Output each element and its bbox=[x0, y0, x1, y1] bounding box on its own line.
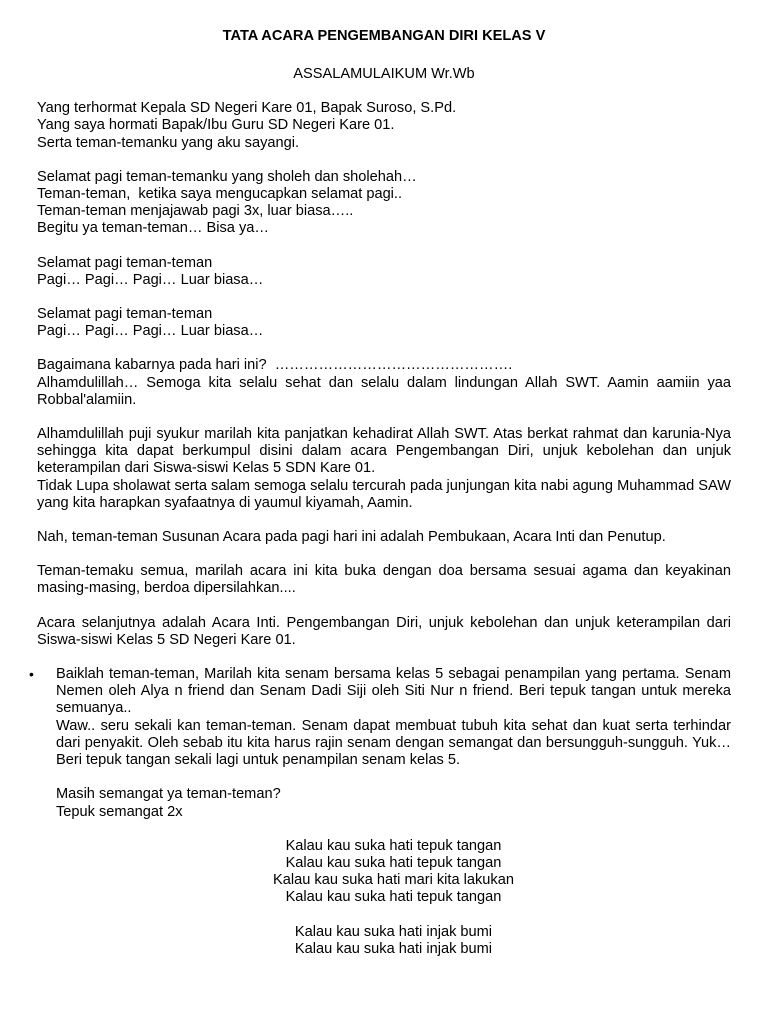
bullet-paragraph: Waw.. seru sekali kan teman-teman. Senam dapat membuat tubuh kita sehat dan kuat serta terhindar dari penyakit. Oleh sebab itu kita harus rajin senam dengan semangat dan bersungguh-sungguh. Yuk…Beri tepuk tangan sekali lagi untuk penampilan senam kelas 5. bbox=[56, 717, 731, 769]
kabar-line: Bagaimana kabarnya pada hari ini? …………………………………………. bbox=[37, 357, 513, 374]
call-line: Pagi… Pagi… Pagi… Luar biasa… bbox=[37, 271, 264, 288]
syukur-paragraph: Alhamdulillah puji syukur marilah kita panjatkan kehadirat Allah SWT. Atas berkat rahmat dan karunia-Nya sehingga kita dapat berkumpul disini dalam acara Pengembangan Diri, unjuk kebolehan dan unjuk keterampilan dari Siswa-siswi Kelas 5 SDN Kare 01. bbox=[37, 426, 731, 477]
morning-block bbox=[37, 169, 731, 238]
document-title: TATA ACARA PENGEMBANGAN DIRI KELAS V bbox=[222, 28, 546, 44]
song-verse-1 bbox=[37, 838, 731, 907]
song-verse-2 bbox=[37, 924, 731, 958]
song-line: Kalau kau suka hati injak bumi bbox=[294, 923, 493, 940]
doa-block bbox=[37, 563, 731, 597]
morning-line: Teman-teman, ketika saya mengucapkan selamat pagi.. bbox=[37, 186, 403, 203]
morning-line: Selamat pagi teman-temanku yang sholeh dan sholehah… bbox=[37, 168, 417, 185]
kabar-block bbox=[37, 357, 731, 409]
song-line: Kalau kau suka hati tepuk tangan bbox=[285, 854, 502, 871]
call-line: Selamat pagi teman-teman bbox=[37, 306, 213, 323]
call-block-2 bbox=[37, 306, 731, 340]
morning-line: Begitu ya teman-teman… Bisa ya… bbox=[37, 220, 269, 237]
document-content bbox=[29, 28, 731, 958]
song-line: Kalau kau suka hati injak bumi bbox=[294, 940, 493, 957]
inti-paragraph: Acara selanjutnya adalah Acara Inti. Pengembangan Diri, unjuk kebolehan dan unjuk keterampilan dari Siswa-siswi Kelas 5 SD Negeri Kare 01. bbox=[37, 614, 731, 648]
syukur-block bbox=[37, 426, 731, 512]
greeting-line: Serta teman-temanku yang aku sayangi. bbox=[37, 134, 300, 151]
song-line: Kalau kau suka hati tepuk tangan bbox=[285, 889, 502, 906]
song-line: Kalau kau suka hati tepuk tangan bbox=[285, 837, 502, 854]
doa-paragraph: Teman-temaku semua, marilah acara ini kita buka dengan doa bersama sesuai agama dan keyakinan masing-masing, berdoa dipersilahkan.... bbox=[37, 563, 731, 597]
greeting-block bbox=[37, 100, 731, 152]
morning-line: Teman-teman menjajawab pagi 3x, luar biasa….. bbox=[37, 203, 354, 220]
call-block-1 bbox=[37, 255, 731, 289]
call-line: Pagi… Pagi… Pagi… Luar biasa… bbox=[37, 323, 264, 340]
bullet-icon: • bbox=[29, 666, 34, 683]
greeting-line: Yang terhormat Kepala SD Negeri Kare 01, Bapak Suroso, S.Pd. bbox=[37, 100, 457, 117]
bullet-paragraph: Baiklah teman-teman, Marilah kita senam bersama kelas 5 sebagai penampilan yang pertama. Senam Nemen oleh Alya n friend dan Senam Dadi Siji oleh Siti Nur n friend. Beri tepuk tangan untuk mereka semuanya.. bbox=[56, 666, 731, 717]
susunan-paragraph: Nah, teman-teman Susunan Acara pada pagi hari ini adalah Pembukaan, Acara Inti dan Penutup. bbox=[37, 529, 666, 546]
greeting-line: Yang saya hormati Bapak/Ibu Guru SD Negeri Kare 01. bbox=[37, 117, 395, 134]
alhamdulillah-paragraph: Alhamdulillah… Semoga kita selalu sehat dan selalu dalam lindungan Allah SWT. Aamin aamiin yaa Robbal'alamiin. bbox=[37, 374, 731, 408]
song-line: Kalau kau suka hati mari kita lakukan bbox=[273, 872, 514, 889]
semangat-line: Tepuk semangat 2x bbox=[56, 803, 183, 820]
semangat-block bbox=[37, 786, 731, 820]
sholawat-paragraph: Tidak Lupa sholawat serta salam semoga selalu tercurah pada junjungan kita nabi agung Muhammad SAW yang kita harapkan syafaatnya di yaumul kiyamah, Aamin. bbox=[37, 477, 731, 511]
semangat-line: Masih semangat ya teman-teman? bbox=[56, 786, 281, 803]
salam-line: ASSALAMULAIKUM Wr.Wb bbox=[293, 66, 475, 82]
bullet-item bbox=[29, 666, 731, 769]
call-line: Selamat pagi teman-teman bbox=[37, 254, 213, 271]
susunan-block bbox=[37, 529, 731, 546]
inti-block bbox=[37, 615, 731, 649]
